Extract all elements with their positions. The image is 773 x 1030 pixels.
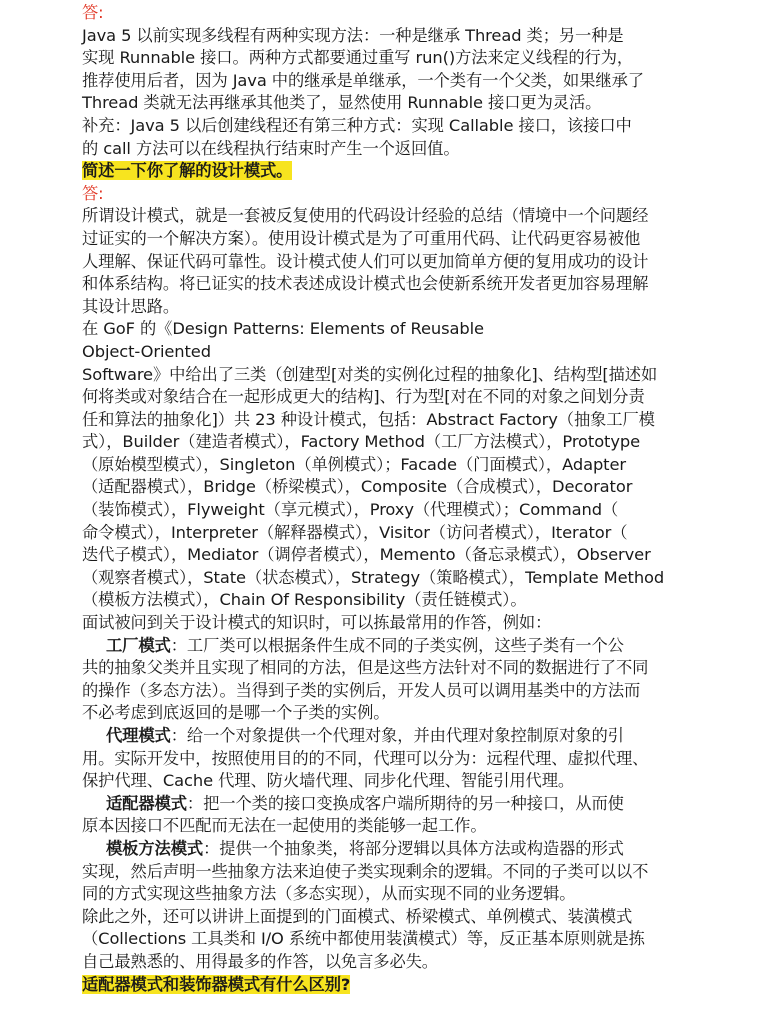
closing-paragraph (82, 906, 691, 974)
text-line: 除此之外，还可以讲讲上面提到的门面模式、桥梁模式、单例模式、装潢模式 (82, 906, 633, 926)
text-line: 和体系结构。将已证实的技术表述成设计模式也会使新系统开发者更加容易理解 (82, 274, 649, 294)
text-line: 用。实际开发中，按照使用目的的不同，代理可以分为：远程代理、虚拟代理、 (82, 748, 649, 768)
text-line: 其设计思路。 (82, 296, 180, 316)
text-line: （观察者模式），State（状态模式），Strategy（策略模式），Template Method (82, 567, 665, 587)
text-line: 实现，然后声明一些抽象方法来迫使子类实现剩余的逻辑。不同的子类可以以不 (82, 861, 649, 881)
text-line: 在 GoF 的《Design Patterns: Elements of Reusable (82, 319, 484, 339)
answer-label: 答: (82, 183, 104, 203)
text-line: 共的抽象父类并且实现了相同的方法，但是这些方法针对不同的数据进行了不同 (82, 658, 649, 678)
text-line: 的 call 方法可以在线程执行结束时产生一个返回值。 (82, 138, 460, 158)
answer-label: 答: (82, 3, 104, 22)
text-line: 的操作（多态方法）。当得到子类的实例后，开发人员可以调用基类中的方法而 (82, 680, 641, 700)
pattern-title: 工厂模式 (106, 635, 171, 655)
question-heading: 简述一下你了解的设计模式。 (82, 161, 293, 181)
pattern-factory (82, 635, 691, 725)
text-line: （模板方法模式），Chain Of Responsibility（责任链模式）。 (82, 590, 527, 610)
text-line: 过证实的一个解决方案）。使用设计模式是为了可重用代码、让代码更容易被他 (82, 228, 641, 248)
q1-answer (82, 25, 691, 161)
text-line: 人理解、保证代码可靠性。设计模式使人们可以更加简单方便的复用成功的设计 (82, 251, 649, 271)
text-line: 面试被问到关于设计模式的知识时，可以拣最常用的作答，例如： (82, 613, 552, 633)
text-line: 补充：Java 5 以后创建线程还有第三种方式：实现 Callable 接口，该接口中 (82, 115, 632, 135)
pattern-text: ：把一个类的接口变换成客户端所期待的另一种接口，从而使 (186, 793, 624, 813)
text-line: 任和算法的抽象化]）共 23 种设计模式，包括：Abstract Factory（抽象工厂模 (82, 409, 655, 429)
pattern-template (82, 838, 691, 906)
pattern-text: ：工厂类可以根据条件生成不同的子类实例，这些子类有一个公 (170, 635, 624, 655)
pattern-text: ：提供一个抽象类，将部分逻辑以具体方法或构造器的形式 (203, 838, 624, 858)
text-line: 原本因接口不匹配而无法在一起使用的类能够一起工作。 (82, 816, 487, 836)
text-line: Software》中给出了三类（创建型[对类的实例化过程的抽象化]、结构型[描述如 (82, 364, 658, 384)
text-line: 不必考虑到底返回的是哪一个子类的实例。 (82, 703, 390, 723)
text-line: （原始模型模式），Singleton（单例模式）；Facade（门面模式），Adapter (82, 454, 626, 474)
q2-answer (82, 205, 691, 634)
pattern-title: 适配器模式 (106, 793, 187, 813)
text-line: 同的方式实现这些抽象方法（多态实现），从而实现不同的业务逻辑。 (82, 884, 576, 904)
text-line: 实现 Runnable 接口。两种方式都要通过重写 run()方法来定义线程的行为， (82, 48, 634, 68)
text-line: 保护代理、Cache 代理、防火墙代理、同步化代理、智能引用代理。 (82, 771, 575, 791)
text-line: 何将类或对象结合在一起形成更大的结构]、行为型[对在不同的对象之间划分责 (82, 387, 645, 407)
text-line: （装饰模式），Flyweight（享元模式），Proxy（代理模式）；Command（ (82, 500, 619, 520)
text-line: （Collections 工具类和 I/O 系统中都使用装潢模式）等，反正基本原则就是拣 (82, 929, 645, 949)
text-line: 式），Builder（建造者模式），Factory Method（工厂方法模式），Prototype (82, 432, 641, 452)
pattern-title: 代理模式 (106, 726, 171, 745)
pattern-proxy (82, 725, 691, 793)
text-line: （适配器模式），Bridge（桥梁模式），Composite（合成模式），Decorator (82, 477, 633, 497)
text-line: Java 5 以前实现多线程有两种实现方法：一种是继承 Thread 类；另一种是 (82, 25, 624, 45)
text-line: 自己最熟悉的、用得最多的作答，以免言多必失。 (82, 951, 438, 971)
text-line: Object-Oriented (82, 341, 211, 361)
text-line: 推荐使用后者，因为 Java 中的继承是单继承，一个类有一个父类，如果继承了 (82, 70, 644, 90)
pattern-title: 模板方法模式 (106, 838, 204, 858)
text-line: 所谓设计模式，就是一套被反复使用的代码设计经验的总结（情境中一个问题经 (82, 206, 649, 226)
question-heading: 适配器模式和装饰器模式有什么区别? (82, 974, 351, 994)
pattern-text: ：给一个对象提供一个代理对象，并由代理对象控制原对象的引 (170, 726, 624, 745)
text-line: Thread 类就无法再继承其他类了，显然使用 Runnable 接口更为灵活。 (82, 93, 602, 113)
text-line: 命令模式），Interpreter（解释器模式），Visitor（访问者模式），Iterator（ (82, 522, 628, 542)
pattern-adapter (82, 793, 691, 838)
text-line: 迭代子模式），Mediator（调停者模式），Memento（备忘录模式），Observer (82, 545, 651, 565)
